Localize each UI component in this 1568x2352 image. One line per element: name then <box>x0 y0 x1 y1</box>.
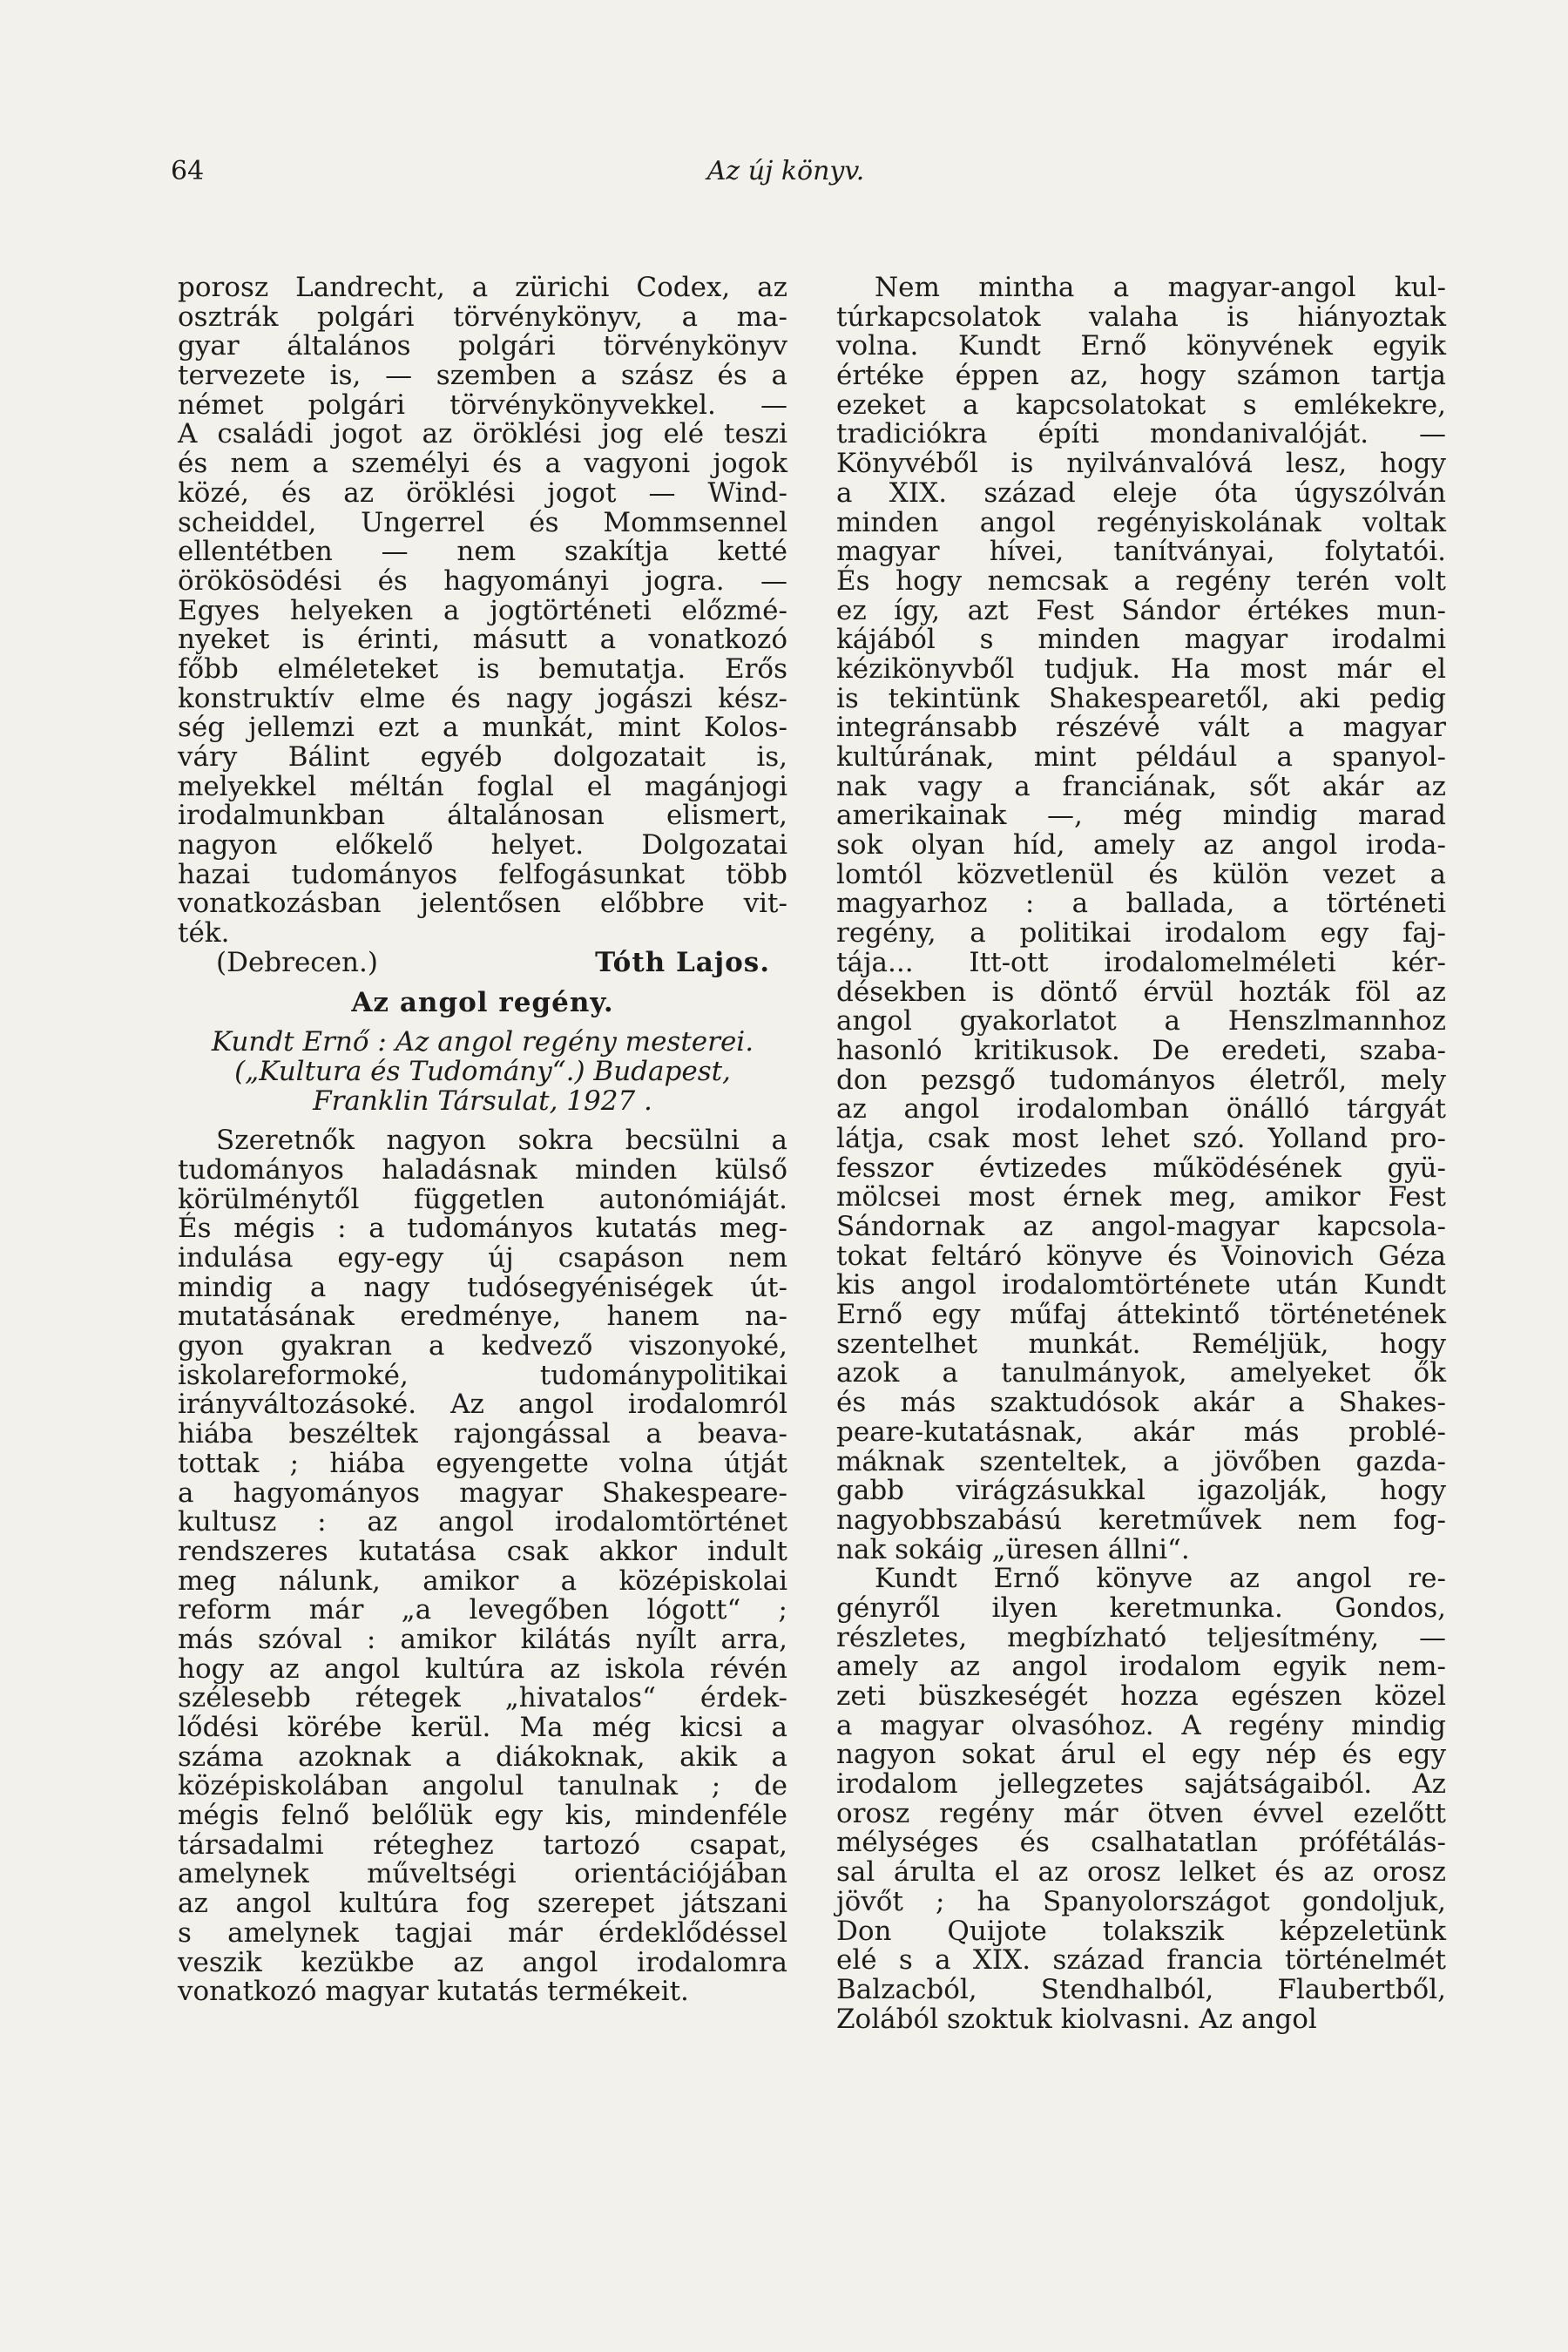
body-line: irányváltozásoké. Az angol irodalomról <box>178 1389 787 1421</box>
body-line: a XIX. század eleje óta úgyszólván <box>836 476 1446 509</box>
body-line: kultúrának, mint például a spanyol- <box>836 741 1446 773</box>
body-line: tudományos haladásnak minden külső <box>178 1153 787 1186</box>
body-line: irodalom jellegzetes sajátságaiból. Az <box>836 1768 1446 1801</box>
review-line: nagyon előkelő helyet. Dolgozatai <box>178 829 787 862</box>
review-line: scheiddel, Ungerrel és Mommsennel <box>178 506 787 538</box>
body-line: s amelynek tagjai már érdeklődéssel <box>178 1916 787 1949</box>
body-line: kis angol irodalomtörténete után Kundt <box>836 1269 1446 1301</box>
signature-place: (Debrecen.) <box>216 946 378 978</box>
body-line: Szeretnők nagyon sokra becsülni a <box>216 1125 787 1157</box>
citation-line: („Kultura és Tudomány“.) Budapest, <box>234 1055 731 1087</box>
body-line: hiába beszéltek rajongással a beava- <box>178 1418 787 1450</box>
body-line: indulása egy-egy új csapáson nem <box>178 1242 787 1274</box>
body-line: volna. Kundt Ernő könyvének egyik <box>836 330 1446 362</box>
body-line: tradiciókra építi mondanivalóját. — <box>836 418 1446 450</box>
body-line: mélységes és csalhatatlan prófétálás- <box>836 1827 1446 1859</box>
body-line: máknak szenteltek, a jövőben gazda- <box>836 1445 1446 1477</box>
body-line: kézikönyvből tudjuk. Ha most már el <box>836 652 1446 685</box>
body-line: amelynek műveltségi orientációjában <box>178 1858 787 1890</box>
body-line: az angol kultúra fog szerepet játszani <box>178 1888 787 1920</box>
review-line: ték. <box>178 917 230 950</box>
body-line: nak sokáig „üresen állni“. <box>836 1533 1190 1565</box>
body-line: Zolából szoktuk kiolvasni. Az angol <box>836 2003 1317 2035</box>
body-line: Sándornak az angol-magyar kapcsola- <box>836 1211 1446 1242</box>
review-line: ellentétben — nem szakítja ketté <box>178 536 787 568</box>
body-line: kájából s minden magyar irodalmi <box>836 624 1446 656</box>
body-line: És hogy nemcsak a regény terén volt <box>836 564 1446 597</box>
body-line: tottak ; hiába egyengette volna útját <box>178 1447 787 1479</box>
body-line: angol gyakorlatot a Henszlmannhoz <box>836 1005 1446 1037</box>
review-line: gyar általános polgári törvénykönyv <box>178 330 787 362</box>
body-line: amerikainak —, még mindig marad <box>836 800 1446 832</box>
body-line: fesszor évtizedes működésének gyü- <box>836 1152 1446 1184</box>
review-line: és nem a személyi és a vagyoni jogok <box>178 448 787 480</box>
review-line: A családi jogot az öröklési jog elé teszi <box>178 418 787 450</box>
body-line: magyarhoz : a ballada, a történeti <box>836 888 1446 920</box>
body-line: magyar hívei, tanítványai, folytatói. <box>836 536 1446 568</box>
review-line: osztrák polgári törvénykönyv, a ma- <box>178 301 787 333</box>
body-line: sal árulta el az orosz lelket és az orosz <box>836 1856 1446 1889</box>
page-header <box>171 150 1401 193</box>
body-line: sok olyan híd, amely az angol iroda- <box>836 829 1446 862</box>
book-citation <box>178 1028 787 1116</box>
body-line: És mégis : a tudományos kutatás meg- <box>178 1213 787 1245</box>
body-line: iskolareformoké, tudománypolitikai <box>178 1359 787 1391</box>
review-line: főbb elméleteket is bemutatja. Erős <box>178 652 787 685</box>
body-line: Ernő egy műfaj áttekintő történetének <box>836 1299 1446 1331</box>
review-line: váry Bálint egyéb dolgozatait is, <box>178 741 787 773</box>
review-line: irodalmunkban általánosan elismert, <box>178 800 787 832</box>
review-line: melyekkel méltán foglal el magánjogi <box>178 770 787 802</box>
body-line: társadalmi réteghez tartozó csapat, <box>178 1828 787 1861</box>
body-line: látja, csak most lehet szó. Yolland pro- <box>836 1122 1446 1154</box>
body-line: és más szaktudósok akár a Shakes- <box>836 1387 1446 1419</box>
body-line: részletes, megbízható teljesítmény, — <box>836 1621 1446 1653</box>
body-line: jövőt ; ha Spanyolországot gondoljuk, <box>836 1885 1446 1917</box>
body-line: körülménytől független autonómiáját. <box>178 1183 787 1215</box>
body-line: azok a tanulmányok, amelyeket ők <box>836 1357 1446 1389</box>
previous-review-ending <box>178 274 787 949</box>
body-line: ezeket a kapcsolatokat s emlékekre, <box>836 389 1446 421</box>
review-line: közé, és az öröklési jogot — Wind- <box>178 476 787 509</box>
body-line: a hagyományos magyar Shakespeare- <box>178 1477 787 1509</box>
article-body-right <box>836 274 1446 2034</box>
body-line: orosz regény már ötven évvel ezelőtt <box>836 1797 1446 1829</box>
page-number: 64 <box>171 156 205 186</box>
body-line: meg nálunk, amikor a középiskolai <box>178 1565 787 1597</box>
body-line: Balzacból, Stendhalból, Flaubertből, <box>836 1973 1446 2005</box>
review-line: ség jellemzi ezt a munkát, mint Kolos- <box>178 712 787 744</box>
body-line: mindig a nagy tudósegyéniségek út- <box>178 1271 787 1303</box>
body-line: más szóval : amikor kilátás nyílt arra, <box>178 1623 787 1655</box>
body-line: don pezsgő tudományos életről, mely <box>836 1064 1446 1096</box>
signature-author: Tóth Lajos. <box>595 946 770 978</box>
body-line: az angol irodalomban önálló tárgyát <box>836 1093 1446 1125</box>
body-line: rendszeres kutatása csak akkor indult <box>178 1535 787 1567</box>
review-line: konstruktív elme és nagy jogászi kész- <box>178 682 787 714</box>
review-line: tervezete is, — szemben a szász és a <box>178 360 787 392</box>
body-line: lődési körébe kerül. Ma még kicsi a <box>178 1712 787 1743</box>
body-line: szentelhet munkát. Reméljük, hogy <box>836 1328 1446 1360</box>
body-line: lomtól közvetlenül és külön vezet a <box>836 858 1446 890</box>
body-line: túrkapcsolatok valaha is hiányoztak <box>836 301 1446 333</box>
citation-line: Kundt Ernő : Az angol regény mesterei. <box>211 1026 754 1058</box>
left-column <box>178 274 787 2007</box>
body-line: tája... Itt-ott irodalomelméleti kér- <box>836 946 1446 978</box>
body-line: Könyvéből is nyilvánvalóvá lesz, hogy <box>836 448 1446 480</box>
body-line: a magyar olvasóhoz. A regény mindig <box>836 1709 1446 1741</box>
article-title: Az angol regény. <box>351 986 614 1018</box>
body-line: száma azoknak a diákoknak, akik a <box>178 1740 787 1773</box>
body-line: nagyobbszabású keretművek nem fog- <box>836 1504 1446 1536</box>
body-line: désekben is döntő érvül hozták föl az <box>836 976 1446 1008</box>
article-body-left <box>178 1126 787 2007</box>
body-line: veszik kezükbe az angol irodalomra <box>178 1946 787 1978</box>
body-line: Nem mintha a magyar-angol kul- <box>875 272 1446 303</box>
review-line: porosz Landrecht, a zürichi Codex, az <box>178 272 787 303</box>
body-line: reform már „a levegőben lógott“ ; <box>178 1594 787 1626</box>
body-line: peare-kutatásnak, akár más problé- <box>836 1416 1446 1448</box>
body-line: minden angol regényiskolának voltak <box>836 506 1446 538</box>
body-line: is tekintünk Shakespearetől, aki pedig <box>836 682 1446 714</box>
body-line: mölcsei most érnek meg, amikor Fest <box>836 1181 1446 1213</box>
body-line: ez így, azt Fest Sándor értékes mun- <box>836 594 1446 626</box>
review-line: örökösödési és hagyományi jogra. — <box>178 564 787 597</box>
review-line: német polgári törvénykönyvekkel. — <box>178 389 787 421</box>
body-line: vonatkozó magyar kutatás termékeit. <box>178 1976 689 2008</box>
review-line: vonatkozásban jelentősen előbbre vit- <box>178 888 787 920</box>
body-line: mégis felnő belőlük egy kis, mindenféle <box>178 1800 787 1832</box>
review-line: nyeket is érinti, másutt a vonatkozó <box>178 624 787 656</box>
body-line: hogy az angol kultúra az iskola révén <box>178 1652 787 1685</box>
body-line: Kundt Ernő könyve az angol re- <box>875 1563 1446 1595</box>
review-line: hazai tudományos felfogásunkat több <box>178 858 787 890</box>
body-line: nak vagy a franciának, sőt akár az <box>836 770 1446 802</box>
review-line: Egyes helyeken a jogtörténeti előzmé- <box>178 594 787 626</box>
body-line: gyon gyakran a kedvező viszonyoké, <box>178 1330 787 1362</box>
citation-line: Franklin Társulat, 1927 . <box>313 1085 652 1117</box>
body-line: regény, a politikai irodalom egy faj- <box>836 917 1446 950</box>
body-line: mutatásának eredménye, hanem na- <box>178 1301 787 1333</box>
body-line: szélesebb rétegek „hivatalos“ érdek- <box>178 1682 787 1714</box>
body-line: nagyon sokat árul el egy nép és egy <box>836 1739 1446 1771</box>
body-line: tokat feltáró könyve és Voinovich Géza <box>836 1240 1446 1272</box>
body-line: gabb virágzásukkal igazolják, hogy <box>836 1475 1446 1507</box>
review-signature <box>178 946 787 978</box>
body-line: integránsabb részévé vált a magyar <box>836 712 1446 744</box>
body-line: elé s a XIX. század francia történelmét <box>836 1944 1446 1977</box>
body-line: zeti büszkeségét hozza egészen közel <box>836 1680 1446 1712</box>
body-line: középiskolában angolul tanulnak ; de <box>178 1770 787 1802</box>
running-head: Az új könyv. <box>706 156 865 186</box>
body-line: gényről ilyen keretmunka. Gondos, <box>836 1592 1446 1624</box>
body-line: hasonló kritikusok. De eredeti, szaba- <box>836 1034 1446 1066</box>
right-column <box>836 274 1446 2034</box>
body-line: amely az angol irodalom egyik nem- <box>836 1651 1446 1683</box>
body-line: kultusz : az angol irodalomtörténet <box>178 1506 787 1538</box>
body-line: értéke éppen az, hogy számon tartja <box>836 360 1446 392</box>
body-line: Don Quijote tolakszik képzeletünk <box>836 1915 1446 1947</box>
